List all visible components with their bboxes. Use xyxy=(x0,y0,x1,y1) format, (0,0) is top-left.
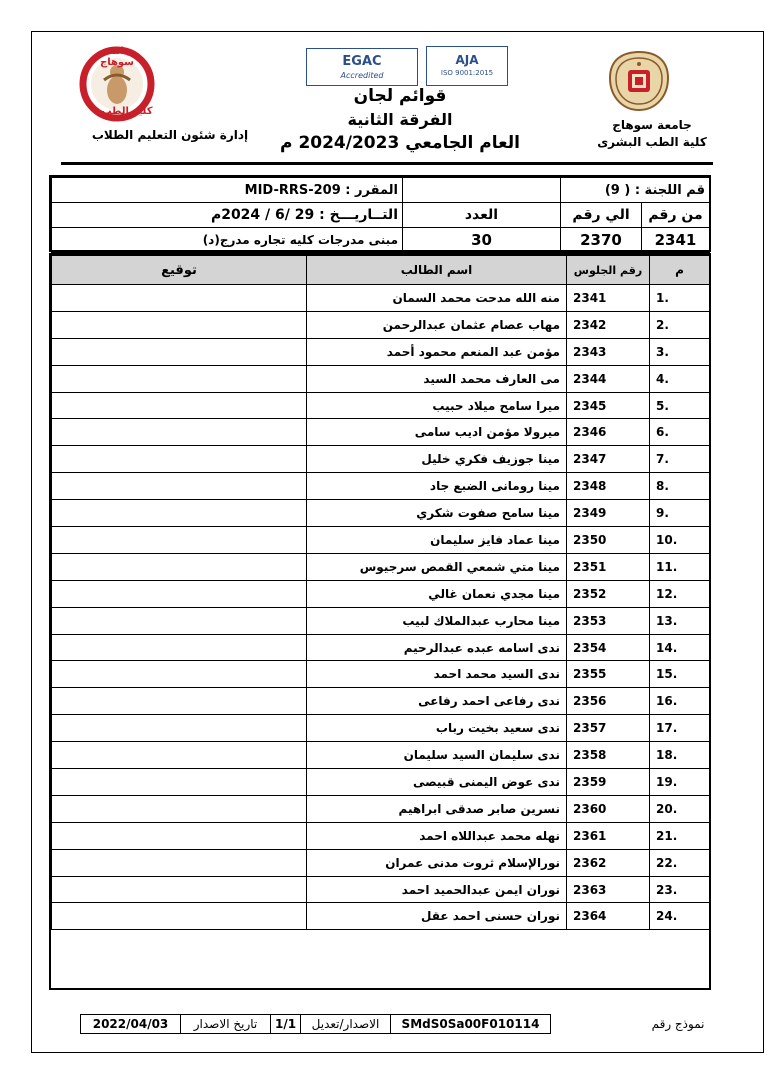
table-row xyxy=(52,661,710,688)
signature-cell xyxy=(52,849,307,876)
seat-number: 2355 xyxy=(567,661,650,688)
signature-cell xyxy=(52,715,307,742)
table-row xyxy=(52,903,710,930)
department-name: إدارة شئون التعليم الطلاب xyxy=(91,128,249,142)
seat-number-header: رقم الجلوس xyxy=(567,256,650,285)
row-index: 7. xyxy=(650,446,710,473)
student-name: مينا متي شمعي القمص سرجيوس xyxy=(307,553,567,580)
student-name: نورالإسلام ثروت مدنى عمران xyxy=(307,849,567,876)
table-row xyxy=(52,607,710,634)
seat-number: 2362 xyxy=(567,849,650,876)
student-name: مينا سامح صفوت شكري xyxy=(307,500,567,527)
signature-cell xyxy=(52,527,307,554)
signature-cell xyxy=(52,634,307,661)
signature-cell xyxy=(52,742,307,769)
student-name: مينا مجدي نعمان غالي xyxy=(307,580,567,607)
table-row xyxy=(52,795,710,822)
row-index: 1. xyxy=(650,285,710,312)
student-name: مينا محارب عبدالملاك لبيب xyxy=(307,607,567,634)
to-number-label: الي رقم xyxy=(561,203,642,228)
table-row xyxy=(52,634,710,661)
seat-number: 2361 xyxy=(567,822,650,849)
row-index: 10. xyxy=(650,527,710,554)
page-subtitle: الفرقة الثانية xyxy=(347,110,453,129)
signature-cell xyxy=(52,607,307,634)
row-index: 4. xyxy=(650,365,710,392)
row-index: 14. xyxy=(650,634,710,661)
egac-accreditation-logo xyxy=(306,48,418,86)
student-name: ميرولا مؤمن اديب سامى xyxy=(307,419,567,446)
row-index: 16. xyxy=(650,688,710,715)
row-index: 21. xyxy=(650,822,710,849)
table-row xyxy=(52,419,710,446)
signature-cell xyxy=(52,473,307,500)
seat-number: 2344 xyxy=(567,365,650,392)
row-index: 17. xyxy=(650,715,710,742)
table-row xyxy=(52,338,710,365)
seat-number: 2358 xyxy=(567,742,650,769)
form-number-value: SMdS0Sa00F010114 xyxy=(391,1015,551,1034)
issue-date-value: 2022/04/03 xyxy=(81,1015,181,1034)
index-header: م xyxy=(650,256,710,285)
header-divider xyxy=(61,162,713,165)
seat-number: 2347 xyxy=(567,446,650,473)
faculty-medicine-logo xyxy=(74,44,160,122)
signature-cell xyxy=(52,392,307,419)
signature-cell xyxy=(52,580,307,607)
revision-value: 1/1 xyxy=(271,1015,301,1034)
faculty-logo-top-text: جامعة سوهاج xyxy=(100,46,134,68)
seat-number: 2342 xyxy=(567,311,650,338)
signature-header: توقيع xyxy=(52,256,307,285)
row-index: 12. xyxy=(650,580,710,607)
signature-cell xyxy=(52,553,307,580)
student-list-body xyxy=(52,285,710,930)
student-name: ندى السيد محمد احمد xyxy=(307,661,567,688)
signature-cell xyxy=(52,365,307,392)
row-index: 18. xyxy=(650,742,710,769)
committee-info-table xyxy=(51,177,710,253)
table-row xyxy=(52,446,710,473)
seat-number: 2364 xyxy=(567,903,650,930)
row-index: 24. xyxy=(650,903,710,930)
table-row xyxy=(52,553,710,580)
faculty-logo-bottom-text: كلية الطب xyxy=(101,106,153,117)
signature-cell xyxy=(52,419,307,446)
table-row xyxy=(52,311,710,338)
faculty-name: كلية الطب البشرى xyxy=(597,135,707,149)
row-index: 5. xyxy=(650,392,710,419)
row-index: 3. xyxy=(650,338,710,365)
student-name: مهاب عصام عثمان عبدالرحمن xyxy=(307,311,567,338)
student-name: ميرا سامح ميلاد حبيب xyxy=(307,392,567,419)
signature-cell xyxy=(52,285,307,312)
table-row xyxy=(52,527,710,554)
signature-cell xyxy=(52,500,307,527)
signature-cell xyxy=(52,903,307,930)
signature-cell xyxy=(52,338,307,365)
student-name: مى العارف محمد السيد xyxy=(307,365,567,392)
signature-cell xyxy=(52,688,307,715)
form-footer xyxy=(80,1014,709,1034)
student-name: ندى رفاعى احمد رفاعى xyxy=(307,688,567,715)
student-list-table xyxy=(51,255,710,930)
row-index: 22. xyxy=(650,849,710,876)
iso-logo-subtext: ISO 9001:2015 xyxy=(440,69,494,77)
row-index: 2. xyxy=(650,311,710,338)
student-name: نهله محمد عبداللاه احمد xyxy=(307,822,567,849)
table-row xyxy=(52,285,710,312)
row-index: 15. xyxy=(650,661,710,688)
student-name: ندى اسامه عبده عبدالرحيم xyxy=(307,634,567,661)
table-row xyxy=(52,365,710,392)
signature-cell xyxy=(52,876,307,903)
issue-date-label: تاريخ الاصدار xyxy=(181,1015,271,1034)
seat-number: 2356 xyxy=(567,688,650,715)
table-row xyxy=(52,876,710,903)
table-row xyxy=(52,742,710,769)
row-index: 19. xyxy=(650,769,710,796)
student-name: ندى عوض اليمنى قبيصى xyxy=(307,769,567,796)
student-name: ندى سعيد بخيت رباب xyxy=(307,715,567,742)
signature-cell xyxy=(52,769,307,796)
committee-number: قم اللجنة : ( 9) xyxy=(561,178,710,203)
table-row xyxy=(52,715,710,742)
table-row xyxy=(52,473,710,500)
egac-logo-text: EGAC xyxy=(342,54,382,69)
table-row xyxy=(52,500,710,527)
seat-number: 2341 xyxy=(567,285,650,312)
seat-number: 2349 xyxy=(567,500,650,527)
student-name: مينا عماد فايز سليمان xyxy=(307,527,567,554)
count-value: 30 xyxy=(403,228,561,253)
student-name-header: اسم الطالب xyxy=(307,256,567,285)
seat-number: 2351 xyxy=(567,553,650,580)
student-name: نوران ايمن عبدالحميد احمد xyxy=(307,876,567,903)
iso-logo-text: AJA xyxy=(455,53,479,67)
signature-cell xyxy=(52,661,307,688)
student-name: ندى سليمان السيد سليمان xyxy=(307,742,567,769)
row-index: 8. xyxy=(650,473,710,500)
exam-date: التــاريـــخ : 29 /6 / 2024م xyxy=(52,203,403,228)
info-empty-cell xyxy=(403,178,561,203)
exam-location: مبنى مدرجات كليه تجاره مدرج(د) xyxy=(52,228,403,253)
row-index: 11. xyxy=(650,553,710,580)
seat-number: 2346 xyxy=(567,419,650,446)
seat-number: 2352 xyxy=(567,580,650,607)
seat-number: 2360 xyxy=(567,795,650,822)
from-number-value: 2341 xyxy=(642,228,710,253)
course-code: المقرر : MID-RRS-209 xyxy=(52,178,403,203)
student-name: نوران حسنى احمد عقل xyxy=(307,903,567,930)
seat-number: 2348 xyxy=(567,473,650,500)
student-name: مينا رومانى الضبع جاد xyxy=(307,473,567,500)
table-row xyxy=(52,688,710,715)
table-row xyxy=(52,392,710,419)
seat-number: 2359 xyxy=(567,769,650,796)
seat-number: 2343 xyxy=(567,338,650,365)
student-name: منه الله مدحت محمد السمان xyxy=(307,285,567,312)
row-index: 20. xyxy=(650,795,710,822)
page-title: قوائم لجان xyxy=(353,86,447,106)
revision-label: الاصدار/تعديل xyxy=(301,1015,391,1034)
student-name: نسرين صابر صدقى ابراهيم xyxy=(307,795,567,822)
row-index: 9. xyxy=(650,500,710,527)
signature-cell xyxy=(52,822,307,849)
table-row xyxy=(52,822,710,849)
seat-number: 2350 xyxy=(567,527,650,554)
row-index: 13. xyxy=(650,607,710,634)
student-name: مؤمن عبد المنعم محمود أحمد xyxy=(307,338,567,365)
from-number-label: من رقم xyxy=(642,203,710,228)
egac-logo-subtext: Accredited xyxy=(340,71,384,80)
academic-year: العام الجامعي 2024/2023 م xyxy=(280,133,520,153)
iso-certification-logo xyxy=(426,46,508,86)
table-row xyxy=(52,769,710,796)
signature-cell xyxy=(52,795,307,822)
university-name: جامعة سوهاج xyxy=(612,118,692,132)
row-index: 6. xyxy=(650,419,710,446)
seat-number: 2354 xyxy=(567,634,650,661)
table-row xyxy=(52,580,710,607)
signature-cell xyxy=(52,446,307,473)
seat-number: 2363 xyxy=(567,876,650,903)
row-index: 23. xyxy=(650,876,710,903)
signature-cell xyxy=(52,311,307,338)
table-row xyxy=(52,849,710,876)
to-number-value: 2370 xyxy=(561,228,642,253)
count-label: العدد xyxy=(403,203,561,228)
student-name: مينا جوزيف فكري خليل xyxy=(307,446,567,473)
form-number-label: نموذج رقم xyxy=(651,1017,705,1031)
seat-number: 2353 xyxy=(567,607,650,634)
seat-number: 2345 xyxy=(567,392,650,419)
seat-number: 2357 xyxy=(567,715,650,742)
university-seal-logo xyxy=(606,50,672,112)
